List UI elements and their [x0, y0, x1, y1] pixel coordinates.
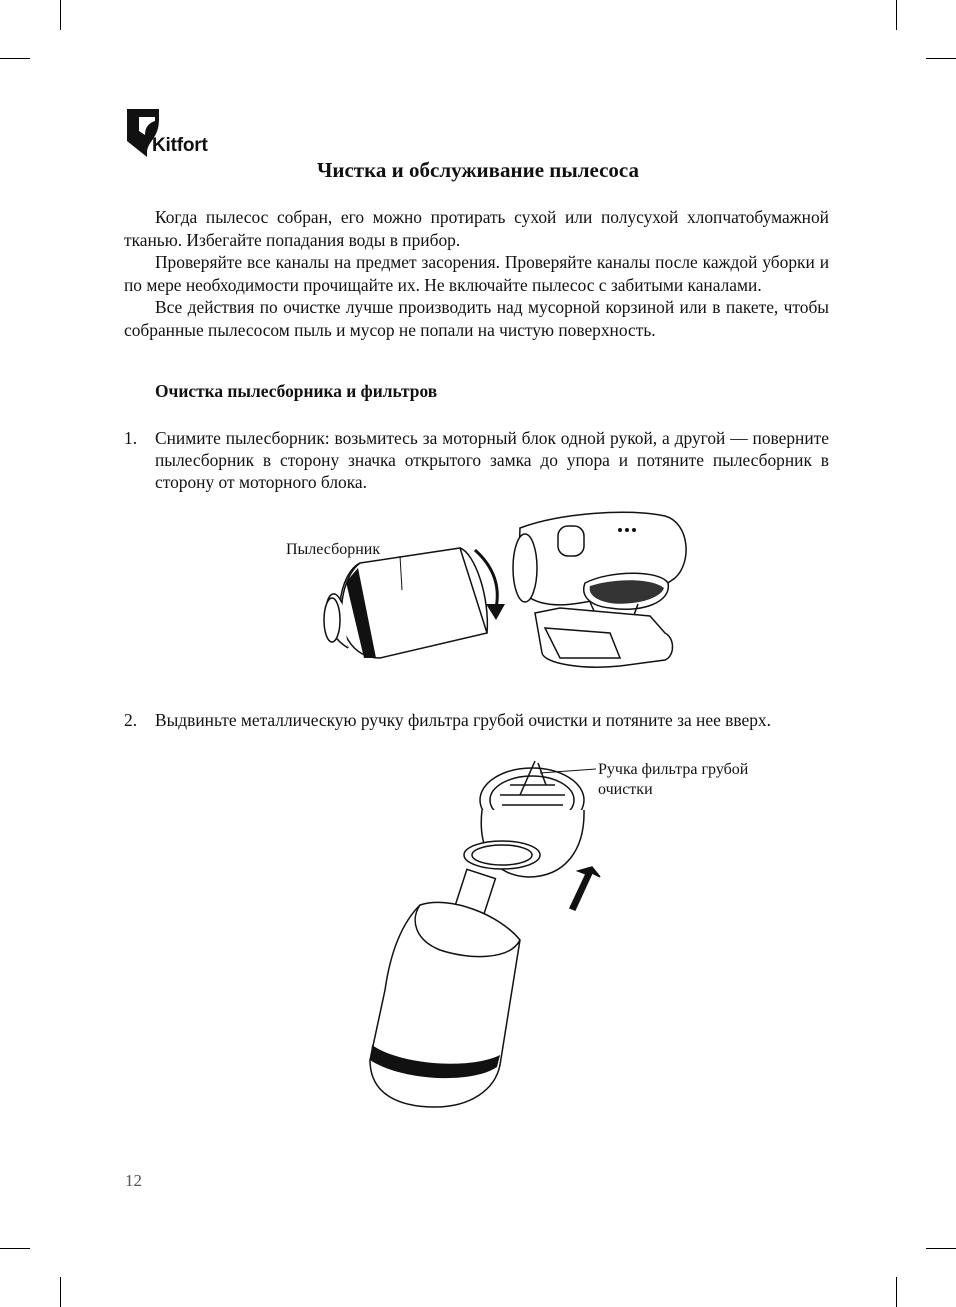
figure-filter-handle: [360, 755, 620, 1115]
page-number: 12: [125, 1171, 142, 1190]
paragraph: Проверяйте все каналы на предмет засорения. Проверяйте каналы после каждой уборки и по мере необходимости прочищайте их. Не включайте пылесос с забитыми каналами.: [124, 252, 829, 295]
figure-label-line: Ручка фильтра грубой: [598, 761, 749, 778]
crop-mark: [0, 1248, 30, 1249]
step-number: 1.: [124, 428, 138, 448]
vacuum-illustration: [280, 508, 700, 678]
step-text: Снимите пылесборник: возьмитесь за моторный блок одной рукой, а другой — поверните пылесборник в сторону значка открытого замка до упора и потяните пылесборник в сторону от моторного блока.: [155, 428, 829, 492]
intro-paragraphs: [124, 206, 829, 341]
brand-name: Kitfort: [152, 135, 208, 156]
figure-label-line: очистки: [598, 781, 653, 798]
list-item: [124, 427, 829, 493]
crop-mark: [0, 58, 30, 59]
crop-mark: [926, 58, 956, 59]
crop-mark: [60, 0, 61, 30]
crop-mark: [896, 0, 897, 30]
crop-mark: [896, 1277, 897, 1307]
figure-dust-container-removal: [280, 508, 700, 678]
page-title: Чистка и обслуживание пылесоса: [316, 158, 640, 182]
filter-illustration: [360, 755, 620, 1115]
paragraph: Все действия по очистке лучше производить над мусорной корзиной или в пакете, чтобы собранные пылесосом пыль и мусор не попали на чистую поверхность.: [124, 297, 829, 340]
paragraph: Когда пылесос собран, его можно протирать сухой или полусухой хлопчатобумажной тканью. Избегайте попадания воды в прибор.: [124, 207, 829, 250]
figure-label: Пылесборник: [286, 541, 381, 558]
crop-mark: [60, 1277, 61, 1307]
step-text: Выдвиньте металлическую ручку фильтра грубой очистки и потяните за нее вверх.: [155, 710, 771, 730]
figure-label: [598, 760, 748, 800]
crop-mark: [926, 1248, 956, 1249]
list-item: [124, 709, 829, 731]
section-subtitle: Очистка пылесборника и фильтров: [155, 381, 438, 401]
step-number: 2.: [124, 710, 138, 730]
